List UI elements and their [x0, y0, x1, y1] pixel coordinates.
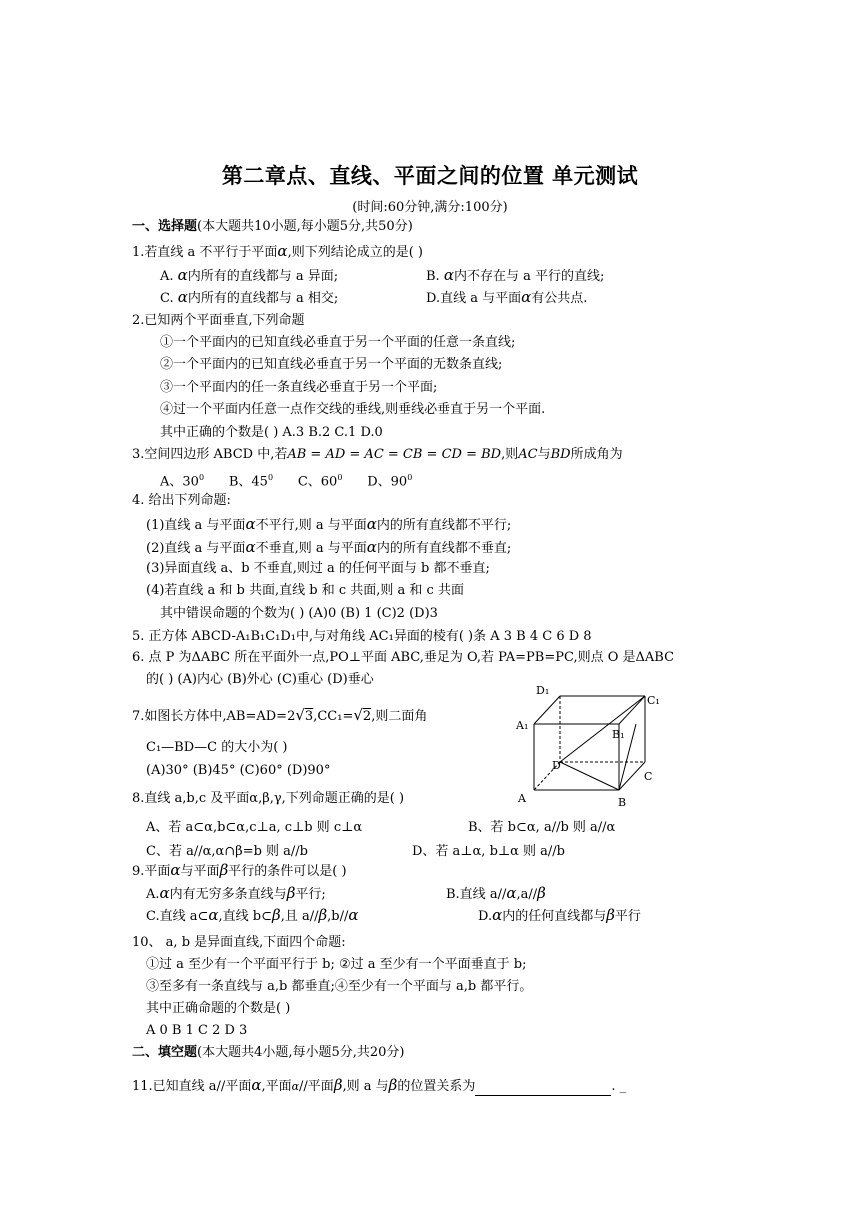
question-2-statement-1: ①一个平面内的已知直线必垂直于另一个平面的任意一条直线; — [160, 335, 516, 350]
section-1-title: 一、选择题 — [132, 219, 198, 234]
question-3-options: A、$30^0$ B、$45^0$ C、$60^0$ D、$90^0$ — [160, 473, 413, 490]
question-2-statement-2: ②一个平面内的已知直线必垂直于另一个平面的无数条直线; — [160, 357, 503, 372]
question-1-stem: 1.若直线 a 不平行于平面α,则下列结论成立的是( ) — [132, 242, 423, 260]
question-6-line-2: 的( ) (A)内心 (B)外心 (C)重心 (D)垂心 — [146, 672, 374, 687]
section-2-heading — [132, 1044, 405, 1062]
question-9-option-a: A.α内有无穷多条直线与β平行; — [146, 884, 326, 902]
section-1-heading — [132, 218, 413, 236]
question-1-option-a: A. α内所有的直线都与 a 异面; — [160, 266, 339, 284]
question-3-stem: 3.空间四边形 ABCD 中,若AB = AD = AC = CB = CD = BD,则AC与BD所成角为 — [132, 447, 623, 462]
question-9-option-d: D.α内的任何直线都与β平行 — [478, 906, 641, 924]
question-10-options: A 0 B 1 C 2 D 3 — [146, 1023, 248, 1038]
question-2-stem: 2.已知两个平面垂直,下列命题 — [132, 313, 305, 328]
exam-subtitle: (时间:60分钟,满分:100分) — [352, 200, 508, 215]
question-9-option-c: C.直线 a⊂α,直线 b⊂β,且 a//β,b//α — [146, 906, 359, 924]
question-8-option-d: D、若 a⊥α, b⊥α 则 a//b — [412, 844, 565, 859]
question-4-statement-4: (4)若直线 a 和 b 共面,直线 b 和 c 共面,则 a 和 c 共面 — [146, 583, 464, 598]
label-b: B — [618, 796, 627, 809]
question-4-statement-3: (3)异面直线 a、b 不垂直,则过 a 的任何平面与 b 都不垂直; — [146, 561, 490, 576]
label-d1: D₁ — [536, 684, 550, 697]
label-a1: A₁ — [516, 719, 529, 732]
section-1-note: (本大题共10小题,每小题5分,共50分) — [197, 219, 413, 234]
question-8-option-a: A、若 a⊂α,b⊂α,c⊥a, c⊥b 则 c⊥α — [146, 820, 363, 835]
question-10-statements-1-2: ①过 a 至少有一个平面平行于 b; ②过 a 至少有一个平面垂直于 b; — [146, 957, 527, 972]
question-10-stem: 10、 a, b 是异面直线,下面四个命题: — [132, 935, 346, 950]
page-title: 第二章点、直线、平面之间的位置 单元测试 — [221, 163, 639, 188]
question-4-options: 其中错误命题的个数为( ) (A)0 (B) 1 (C)2 (D)3 — [160, 606, 438, 621]
question-8-option-b: B、若 b⊂α, a//b 则 a//α — [468, 820, 616, 835]
label-b1: B₁ — [612, 728, 625, 741]
question-7-line-2: C₁—BD—C 的大小为( ) — [146, 740, 288, 755]
question-2-options: 其中正确的个数是( ) A.3 B.2 C.1 D.0 — [160, 425, 383, 440]
label-a: A — [518, 792, 526, 805]
question-4-statement-1: (1)直线 a 与平面α不平行,则 a 与平面α内的所有直线都不平行; — [146, 515, 512, 533]
answer-blank[interactable] — [475, 1081, 611, 1096]
question-7-stem: 7.如图长方体中,AB=AD=2√3,CC₁=√2,则二面角 — [132, 706, 428, 724]
question-6-line-1: 6. 点 P 为ΔABC 所在平面外一点,PO⊥平面 ABC,垂足为 O,若 PA=PB=PC,则点 O 是ΔABC — [132, 650, 675, 665]
cuboid-figure — [508, 684, 668, 812]
label-c: C — [644, 770, 653, 783]
question-7-options: (A)30° (B)45° (C)60° (D)90° — [146, 763, 331, 778]
question-10-ask: 其中正确命题的个数是( ) — [146, 1001, 291, 1016]
section-2-note: (本大题共4小题,每小题5分,共20分) — [197, 1045, 405, 1060]
question-4-statement-2: (2)直线 a 与平面α不垂直,则 a 与平面α内的所有直线都不垂直; — [146, 538, 512, 556]
question-4-stem: 4. 给出下列命题: — [132, 493, 231, 508]
question-11: 11.已知直线 a//平面α,平面α//平面β,则 a 与β的位置关系为 . _ — [132, 1076, 627, 1094]
question-8-stem: 8.直线 a,b,c 及平面α,β,γ,下列命题正确的是( ) — [132, 791, 405, 806]
question-1-option-d: D.直线 a 与平面α有公共点. — [426, 288, 588, 306]
label-d: D — [552, 759, 561, 772]
question-10-statements-3-4: ③至多有一条直线与 a,b 都垂直;④至少有一个平面与 a,b 都平行。 — [146, 979, 533, 994]
question-2-statement-3: ③一个平面内的任一条直线必垂直于另一个平面; — [160, 380, 438, 395]
label-c1: C₁ — [647, 694, 660, 707]
question-5: 5. 正方体 ABCD-A₁B₁C₁D₁中,与对角线 AC₁异面的棱有( )条 A 3 B 4 C 6 D 8 — [132, 629, 592, 644]
question-9-stem: 9.平面α与平面β平行的条件可以是( ) — [132, 861, 347, 879]
question-9-option-b: B.直线 a//α,a//β — [446, 884, 546, 902]
question-8-option-c: C、若 a//α,α∩β=b 则 a//b — [146, 844, 308, 859]
question-1-option-c: C. α内所有的直线都与 a 相交; — [160, 288, 339, 306]
question-2-statement-4: ④过一个平面内任意一点作交线的垂线,则垂线必垂直于另一个平面. — [160, 402, 546, 417]
question-1-option-b: B. α内不存在与 a 平行的直线; — [426, 266, 605, 284]
section-2-title: 二、填空题 — [132, 1045, 198, 1060]
